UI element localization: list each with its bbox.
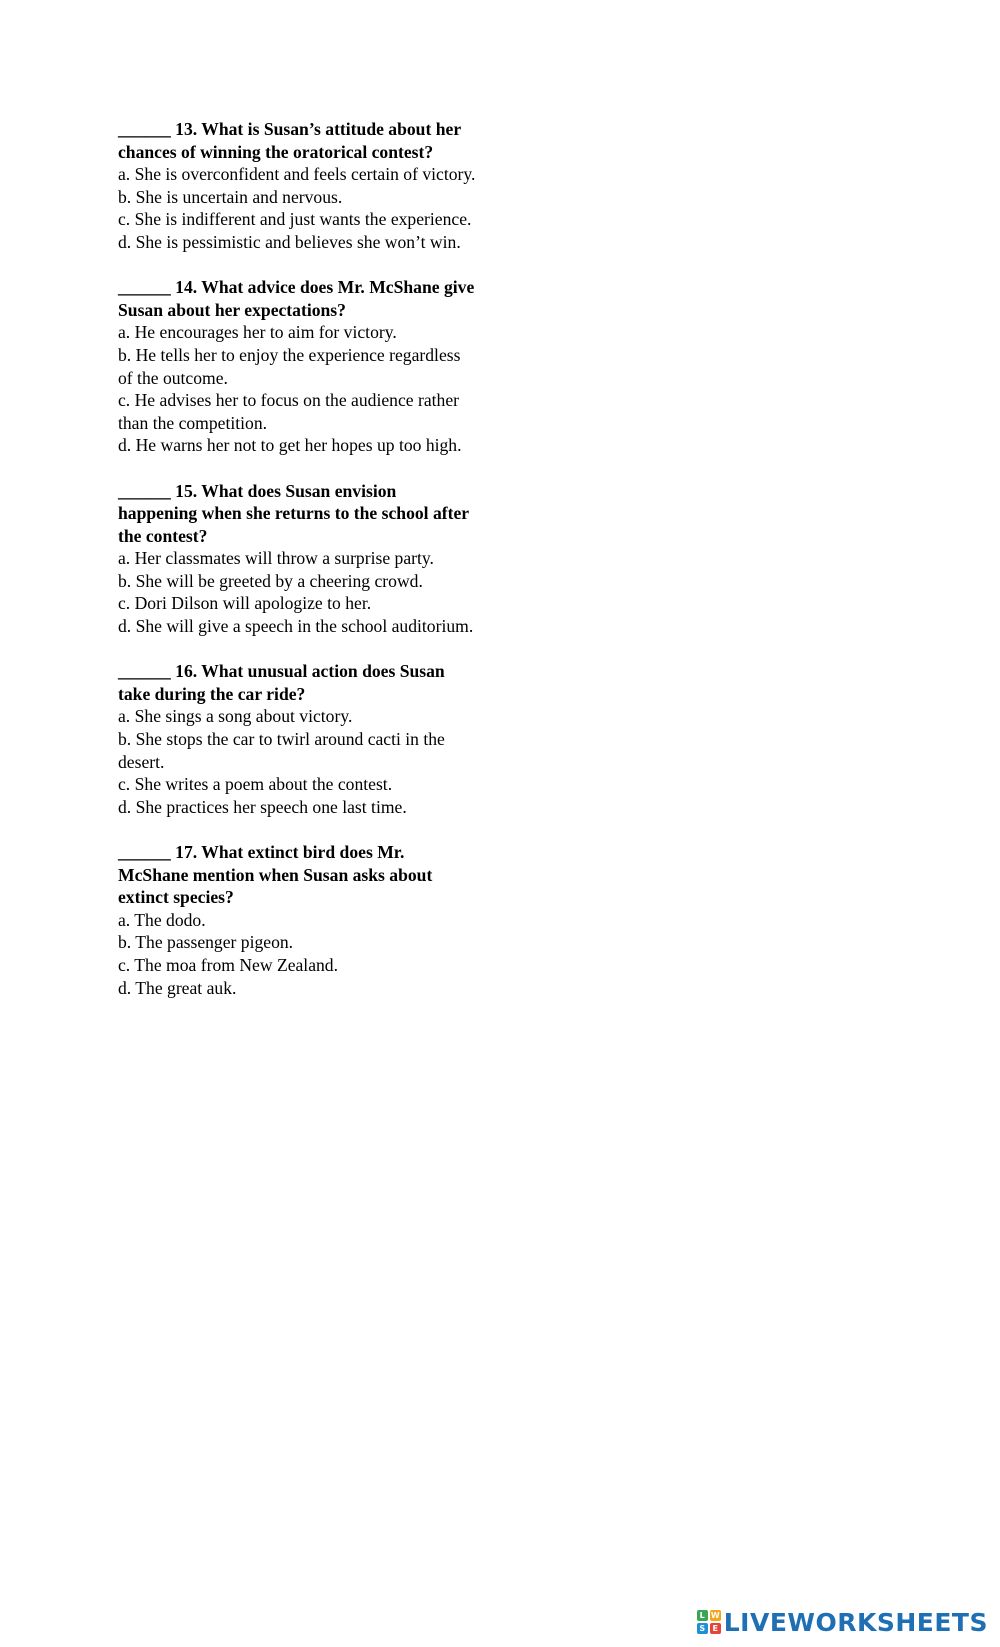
question-title: ______ 13. What is Susan’s attitude about her chances of winning the oratorical contest?: [118, 119, 461, 162]
answer-option: b. The passenger pigeon.: [118, 932, 294, 953]
logo-mark-cell: S: [697, 1623, 708, 1634]
logo-text: LIVEWORKSHEETS: [723, 1607, 988, 1637]
answer-option: d. She will give a speech in the school auditorium.: [118, 616, 474, 637]
answer-option: a. Her classmates will throw a surprise party.: [118, 548, 434, 569]
answer-option: a. He encourages her to aim for victory.: [118, 322, 397, 343]
question-16: [118, 660, 478, 818]
answer-option: b. She will be greeted by a cheering crowd.: [118, 570, 423, 591]
question-title: ______ 17. What extinct bird does Mr. McShane mention when Susan asks about extinct species?: [118, 842, 433, 908]
answer-option: d. She practices her speech one last time.: [118, 796, 407, 817]
liveworksheets-logo-icon: [697, 1610, 721, 1634]
answer-option: a. She sings a song about victory.: [118, 706, 353, 727]
answer-option: d. She is pessimistic and believes she won’t win.: [118, 231, 461, 252]
question-17: [118, 841, 478, 999]
answer-option: c. Dori Dilson will apologize to her.: [118, 593, 372, 614]
question-title: ______ 16. What unusual action does Susan take during the car ride?: [118, 661, 445, 704]
question-14: [118, 276, 478, 457]
question-15: [118, 480, 478, 638]
answer-option: b. She is uncertain and nervous.: [118, 186, 343, 207]
answer-option: d. He warns her not to get her hopes up too high.: [118, 435, 462, 456]
logo-mark-cell: L: [697, 1610, 708, 1621]
answer-option: c. He advises her to focus on the audience rather than the competition.: [118, 390, 459, 433]
answer-option: c. The moa from New Zealand.: [118, 954, 338, 975]
answer-option: a. She is overconfident and feels certain of victory.: [118, 164, 476, 185]
answer-option: c. She writes a poem about the contest.: [118, 774, 393, 795]
answer-option: b. He tells her to enjoy the experience regardless of the outcome.: [118, 344, 461, 388]
answer-option: d. The great auk.: [118, 977, 237, 998]
question-13: [118, 118, 478, 254]
answer-option: b. She stops the car to twirl around cacti in the desert.: [118, 729, 445, 772]
answer-option: c. She is indifferent and just wants the experience.: [118, 209, 472, 230]
logo-mark-cell: W: [710, 1611, 720, 1620]
question-title: ______ 14. What advice does Mr. McShane give Susan about her expectations?: [118, 277, 475, 320]
worksheet-questions: [118, 118, 478, 1022]
answer-option: a. The dodo.: [118, 909, 206, 930]
liveworksheets-logo: [697, 1607, 988, 1637]
logo-mark-cell: E: [710, 1623, 721, 1634]
question-title: ______ 15. What does Susan envision happening when she returns to the school after the contest?: [118, 480, 469, 546]
